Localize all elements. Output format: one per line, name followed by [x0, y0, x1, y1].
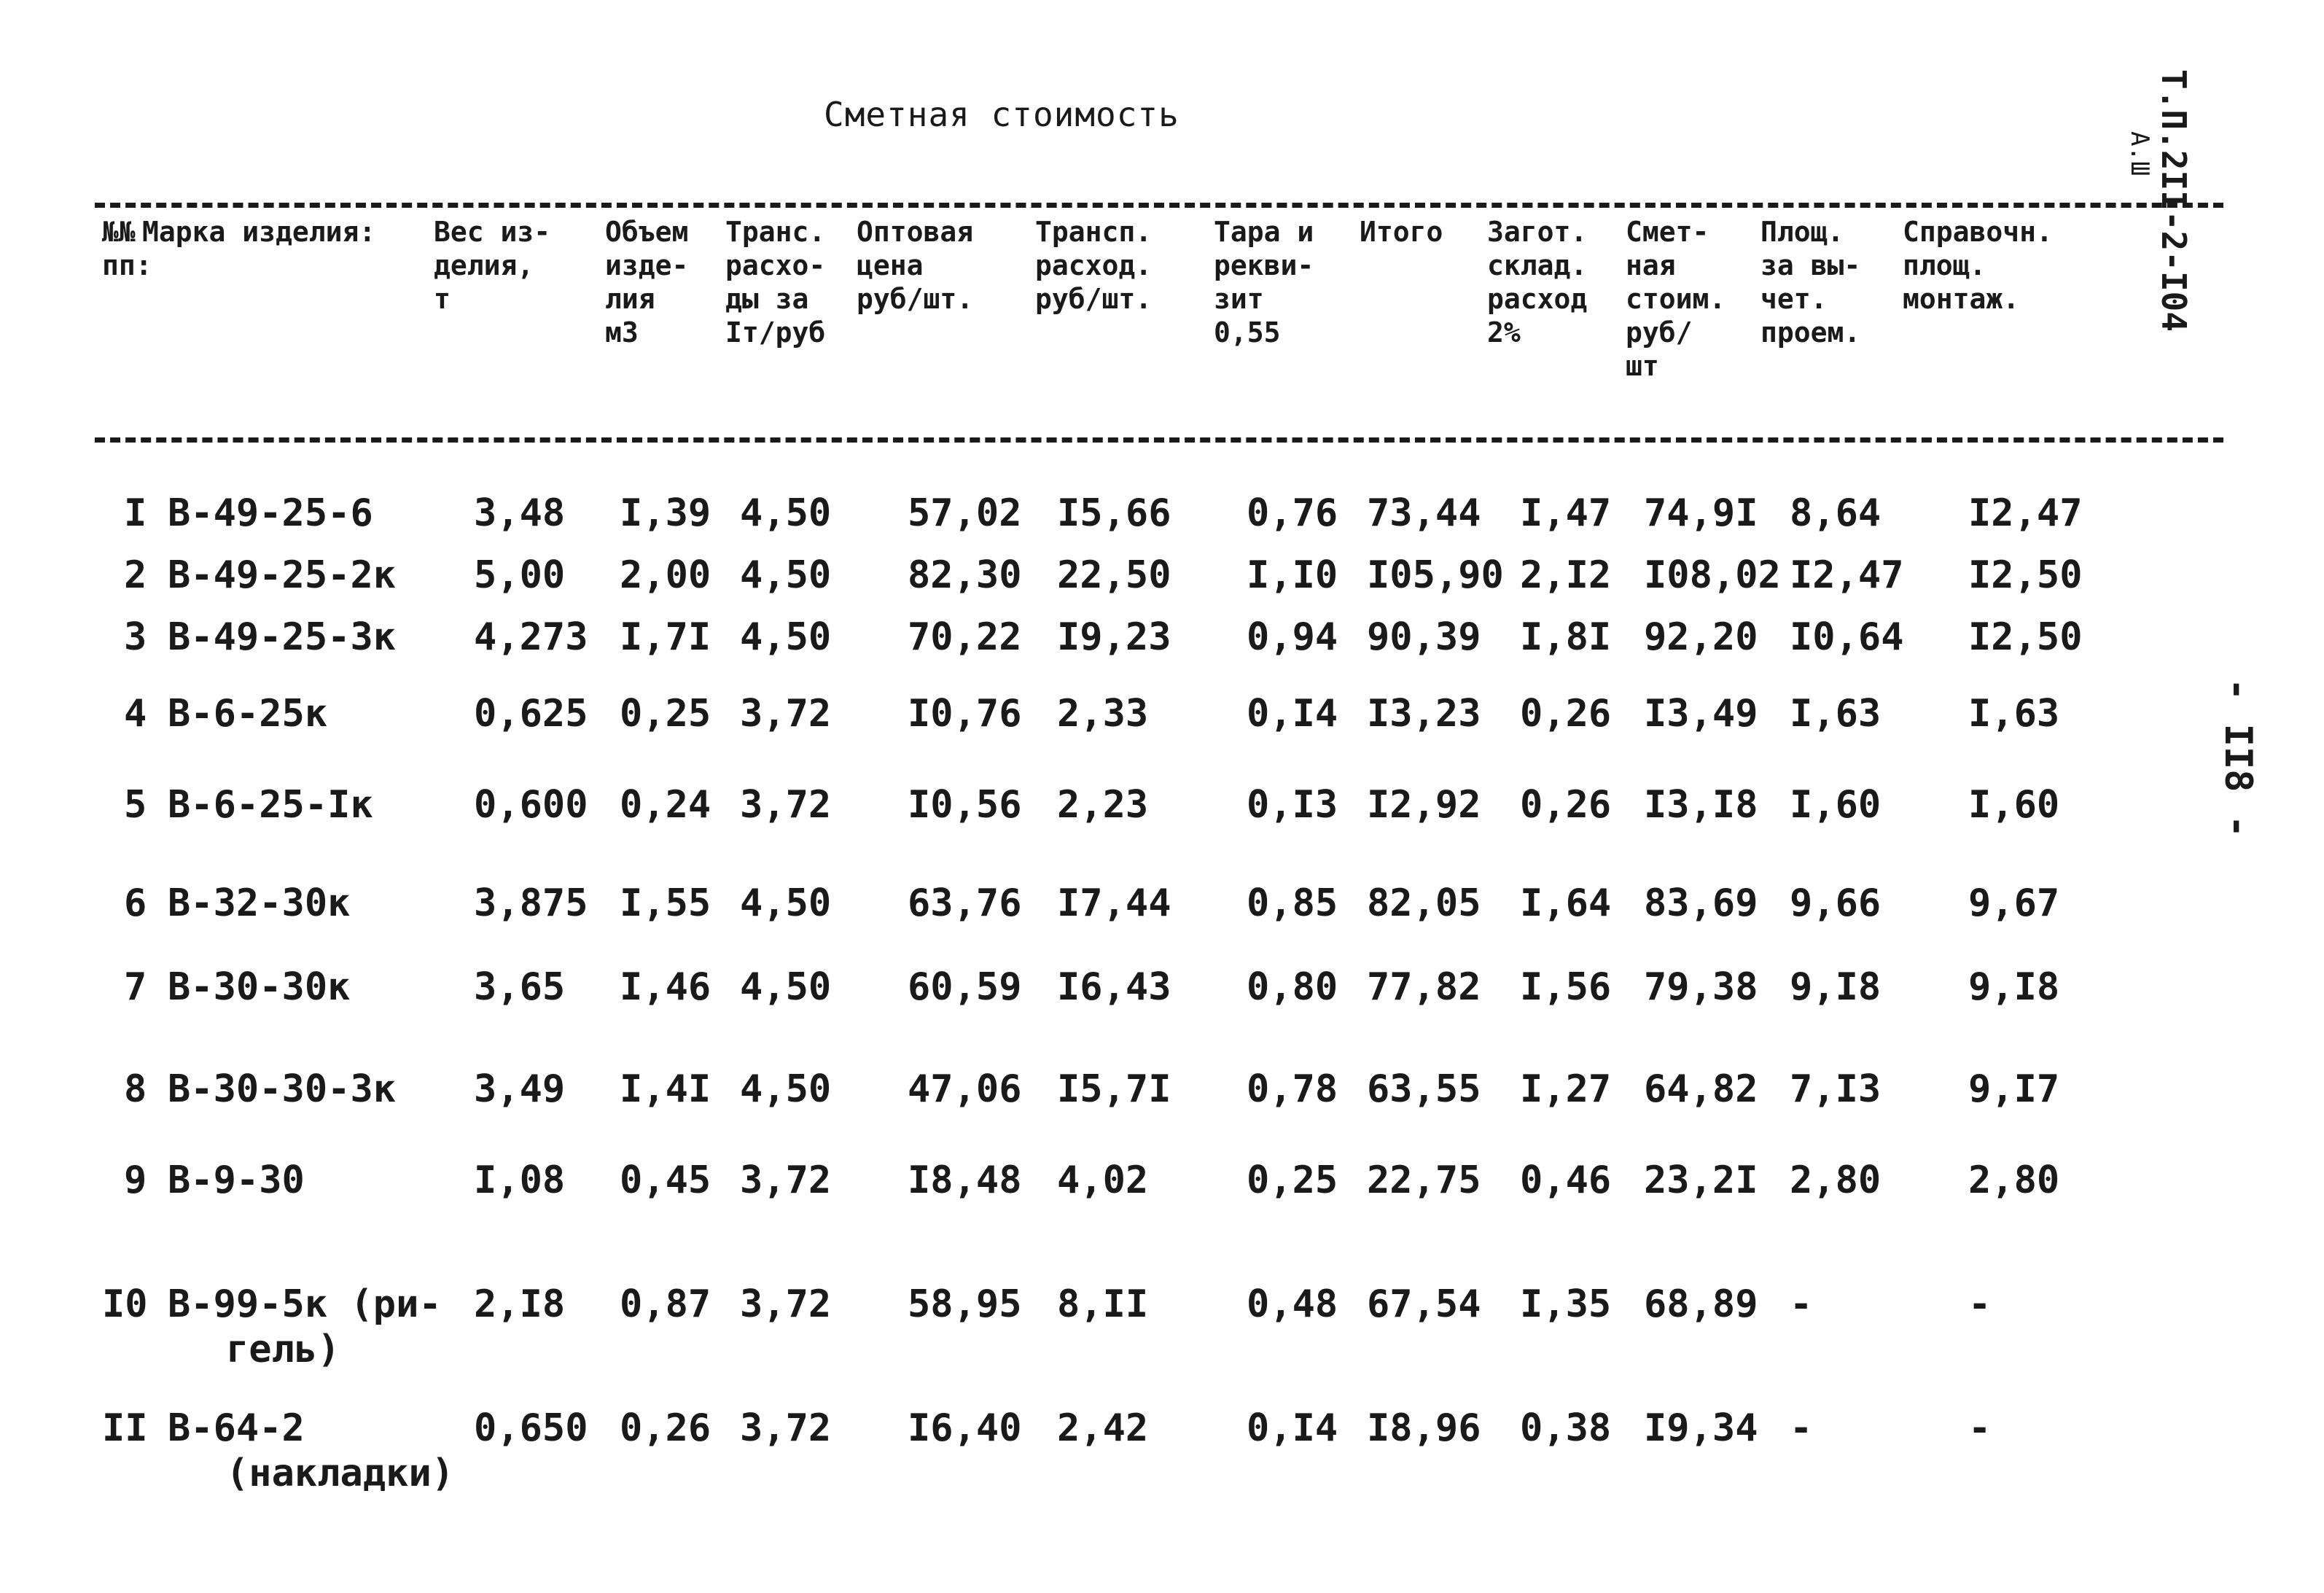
header-line: изде-	[605, 249, 689, 281]
cell-tara: 0,85	[1247, 881, 1338, 925]
cell-num: 9	[124, 1158, 147, 1202]
cell-area-ref: 2,80	[1968, 1158, 2060, 1202]
cell-total: 63,55	[1367, 1067, 1481, 1111]
header-col-6	[1035, 215, 1152, 316]
cell-volume: 0,25	[620, 692, 711, 736]
cell-area-ref: I2,47	[1968, 491, 2083, 535]
header-line: пп:	[102, 249, 152, 281]
header-line: Трансп.	[1035, 216, 1153, 248]
cell-trans-rate: 4,50	[740, 881, 832, 925]
cell-weight: 5,00	[474, 553, 566, 597]
header-line: Справочн.	[1903, 216, 2053, 248]
header-line: руб/шт.	[1035, 283, 1153, 315]
cell-tara: 0,I3	[1247, 783, 1338, 827]
cell-estimate: 23,2I	[1644, 1158, 1758, 1202]
cell-area-ded: 2,80	[1790, 1158, 1882, 1202]
header-line: проем.	[1760, 316, 1861, 348]
cell-area-ref: 9,I7	[1968, 1067, 2060, 1111]
cell-total: 73,44	[1367, 491, 1481, 535]
cell-wholesale: I0,76	[908, 692, 1022, 736]
header-line: стоим.	[1626, 283, 1726, 315]
document-subcode: А.Ш	[2125, 131, 2154, 176]
header-line: Оптовая	[857, 216, 974, 248]
cell-tara: 0,78	[1247, 1067, 1338, 1111]
cell-total: 90,39	[1367, 615, 1481, 659]
header-line: Марка изделия:	[142, 216, 376, 248]
cell-mark: В-32-30к	[168, 881, 351, 925]
cell-volume: 0,87	[620, 1282, 711, 1326]
cell-weight: 0,650	[474, 1406, 588, 1450]
header-bottom-rule	[95, 437, 2223, 443]
cell-mark: В-64-2	[168, 1406, 305, 1450]
cell-estimate: I3,49	[1644, 692, 1758, 736]
cell-storage: I,56	[1520, 965, 1612, 1009]
cell-wholesale: 47,06	[908, 1067, 1022, 1111]
cell-mark-continuation: гель)	[226, 1328, 340, 1371]
header-col-1	[142, 215, 375, 249]
cell-area-ded: 8,64	[1790, 491, 1882, 535]
cell-area-ded: 9,66	[1790, 881, 1882, 925]
cell-weight: 3,875	[474, 881, 588, 925]
document-code: Т.П.2II-2-I04	[2154, 69, 2194, 332]
cell-volume: 0,26	[620, 1406, 711, 1450]
cell-tara: 0,76	[1247, 491, 1338, 535]
cell-area-ref: -	[1968, 1282, 1992, 1326]
header-line: т	[434, 283, 451, 315]
cell-trans-cost: I6,43	[1057, 965, 1171, 1009]
header-line: расхо-	[725, 249, 826, 281]
cell-trans-rate: 3,72	[740, 1406, 832, 1450]
cell-estimate: 74,9I	[1644, 491, 1758, 535]
header-col-11	[1760, 215, 1860, 349]
cell-estimate: I9,34	[1644, 1406, 1758, 1450]
header-line: склад.	[1487, 249, 1588, 281]
cell-total: I05,90	[1367, 553, 1504, 597]
cell-area-ref: I,63	[1968, 692, 2060, 736]
cell-area-ref: 9,67	[1968, 881, 2060, 925]
cell-trans-rate: 4,50	[740, 1067, 832, 1111]
cell-wholesale: 60,59	[908, 965, 1022, 1009]
cell-volume: I,46	[620, 965, 711, 1009]
header-line: м3	[605, 316, 639, 348]
cell-mark: В-30-30-3к	[168, 1067, 397, 1111]
cell-wholesale: I0,56	[908, 783, 1022, 827]
cell-tara: 0,I4	[1247, 1406, 1338, 1450]
cell-mark: В-99-5к (ри-	[168, 1282, 442, 1326]
cell-mark: В-30-30к	[168, 965, 351, 1009]
cell-volume: I,39	[620, 491, 711, 535]
cell-storage: I,8I	[1520, 615, 1612, 659]
cell-num: 4	[124, 692, 147, 736]
cell-tara: 0,94	[1247, 615, 1338, 659]
cell-mark: В-6-25-Iк	[168, 783, 373, 827]
header-line: лия	[605, 283, 655, 315]
cell-weight: 0,600	[474, 783, 588, 827]
header-line: делия,	[434, 249, 534, 281]
cell-storage: 2,I2	[1520, 553, 1612, 597]
cell-weight: 3,48	[474, 491, 566, 535]
header-line: шт	[1626, 350, 1659, 382]
header-line: цена	[857, 249, 924, 281]
header-col-10	[1626, 215, 1726, 383]
cell-trans-cost: I9,23	[1057, 615, 1171, 659]
cell-trans-rate: 3,72	[740, 692, 832, 736]
cell-area-ref: I,60	[1968, 783, 2060, 827]
header-line: Загот.	[1487, 216, 1588, 248]
header-line: чет.	[1760, 283, 1828, 315]
cell-trans-rate: 4,50	[740, 553, 832, 597]
cell-total: I8,96	[1367, 1406, 1481, 1450]
header-line: Итого	[1360, 216, 1443, 248]
cell-trans-cost: 22,50	[1057, 553, 1171, 597]
cell-storage: I,64	[1520, 881, 1612, 925]
header-col-12	[1903, 215, 2053, 316]
cell-weight: I,08	[474, 1158, 566, 1202]
cell-wholesale: 70,22	[908, 615, 1022, 659]
header-line: Тара и	[1214, 216, 1314, 248]
cell-mark: В-49-25-2к	[168, 553, 397, 597]
cell-storage: I,27	[1520, 1067, 1612, 1111]
header-line: Смет-	[1626, 216, 1709, 248]
cell-estimate: I08,02	[1644, 553, 1781, 597]
cell-tara: 0,I4	[1247, 692, 1338, 736]
cell-trans-rate: 4,50	[740, 965, 832, 1009]
cell-num: 8	[124, 1067, 147, 1111]
cell-num: 3	[124, 615, 147, 659]
cell-tara: 0,25	[1247, 1158, 1338, 1202]
cell-estimate: I3,I8	[1644, 783, 1758, 827]
cell-weight: 0,625	[474, 692, 588, 736]
header-line: рекви-	[1214, 249, 1314, 281]
page-title: Сметная стоимость	[824, 95, 1179, 134]
cell-area-ded: I0,64	[1790, 615, 1904, 659]
cell-trans-rate: 3,72	[740, 1282, 832, 1326]
header-top-rule	[95, 203, 2223, 208]
cell-trans-cost: I5,66	[1057, 491, 1171, 535]
header-col-9	[1487, 215, 1587, 349]
cell-storage: I,47	[1520, 491, 1612, 535]
cell-num: 5	[124, 783, 147, 827]
cell-estimate: 64,82	[1644, 1067, 1758, 1111]
cell-storage: 0,46	[1520, 1158, 1612, 1202]
cell-area-ref: 9,I8	[1968, 965, 2060, 1009]
cell-tara: 0,80	[1247, 965, 1338, 1009]
cell-num: II	[102, 1406, 148, 1450]
cell-area-ded: I,60	[1790, 783, 1882, 827]
cell-trans-cost: 2,42	[1057, 1406, 1149, 1450]
cell-trans-cost: 2,23	[1057, 783, 1149, 827]
header-line: №№	[102, 216, 136, 248]
cell-weight: 4,273	[474, 615, 588, 659]
cell-trans-cost: 4,02	[1057, 1158, 1149, 1202]
header-col-8	[1360, 215, 1443, 249]
header-line: Площ.	[1760, 216, 1844, 248]
header-line: за вы-	[1760, 249, 1861, 281]
cell-total: 77,82	[1367, 965, 1481, 1009]
cell-num: 2	[124, 553, 147, 597]
cell-area-ded: -	[1790, 1282, 1813, 1326]
cell-storage: 0,26	[1520, 692, 1612, 736]
cell-storage: 0,38	[1520, 1406, 1612, 1450]
cell-storage: I,35	[1520, 1282, 1612, 1326]
cell-trans-rate: 4,50	[740, 615, 832, 659]
header-col-4	[725, 215, 825, 349]
header-line: расход.	[1035, 249, 1153, 281]
cell-wholesale: 82,30	[908, 553, 1022, 597]
cell-weight: 3,49	[474, 1067, 566, 1111]
cell-weight: 3,65	[474, 965, 566, 1009]
header-line: руб/шт.	[857, 283, 974, 315]
cell-tara: I,I0	[1247, 553, 1338, 597]
cell-mark: В-6-25к	[168, 692, 328, 736]
cell-num: 7	[124, 965, 147, 1009]
cell-wholesale: 63,76	[908, 881, 1022, 925]
cell-area-ref: -	[1968, 1406, 1992, 1450]
cell-total: I2,92	[1367, 783, 1481, 827]
cell-mark-continuation: (накладки)	[226, 1452, 455, 1495]
cell-area-ref: I2,50	[1968, 553, 2083, 597]
cell-total: I3,23	[1367, 692, 1481, 736]
cell-storage: 0,26	[1520, 783, 1612, 827]
cell-area-ded: I2,47	[1790, 553, 1904, 597]
cell-total: 22,75	[1367, 1158, 1481, 1202]
header-line: Iт/руб	[725, 316, 826, 348]
header-col-5	[857, 215, 973, 316]
cell-wholesale: I6,40	[908, 1406, 1022, 1450]
cell-mark: В-49-25-3к	[168, 615, 397, 659]
header-line: Объем	[605, 216, 689, 248]
header-line: ды за	[725, 283, 809, 315]
cell-volume: I,7I	[620, 615, 711, 659]
cell-estimate: 83,69	[1644, 881, 1758, 925]
cell-volume: 2,00	[620, 553, 711, 597]
header-line: монтаж.	[1903, 283, 2020, 315]
cell-num: 6	[124, 881, 147, 925]
cell-mark: В-49-25-6	[168, 491, 373, 535]
header-line: площ.	[1903, 249, 1986, 281]
header-line: 2%	[1487, 316, 1521, 348]
cell-weight: 2,I8	[474, 1282, 566, 1326]
cell-area-ded: 7,I3	[1790, 1067, 1882, 1111]
header-line: ная	[1626, 249, 1676, 281]
cell-trans-rate: 3,72	[740, 1158, 832, 1202]
cell-volume: 0,45	[620, 1158, 711, 1202]
cell-wholesale: 58,95	[908, 1282, 1022, 1326]
cell-trans-rate: 3,72	[740, 783, 832, 827]
header-line: расход	[1487, 283, 1588, 315]
cell-volume: 0,24	[620, 783, 711, 827]
cell-trans-rate: 4,50	[740, 491, 832, 535]
cell-estimate: 68,89	[1644, 1282, 1758, 1326]
cell-area-ref: I2,50	[1968, 615, 2083, 659]
cell-trans-cost: 8,II	[1057, 1282, 1149, 1326]
cell-trans-cost: I7,44	[1057, 881, 1171, 925]
cell-trans-cost: 2,33	[1057, 692, 1149, 736]
header-col-3	[605, 215, 688, 349]
header-line: руб/	[1626, 316, 1693, 348]
header-col-2	[434, 215, 550, 316]
header-line: 0,55	[1214, 316, 1281, 348]
cell-estimate: 92,20	[1644, 615, 1758, 659]
cell-estimate: 79,38	[1644, 965, 1758, 1009]
cell-mark: В-9-30	[168, 1158, 305, 1202]
cell-area-ded: I,63	[1790, 692, 1882, 736]
cell-num: I	[124, 491, 147, 535]
header-line: зит	[1214, 283, 1264, 315]
cell-area-ded: -	[1790, 1406, 1813, 1450]
header-line: Вес из-	[434, 216, 551, 248]
cell-volume: I,4I	[620, 1067, 711, 1111]
cell-total: 67,54	[1367, 1282, 1481, 1326]
cell-wholesale: I8,48	[908, 1158, 1022, 1202]
header-line: Транс.	[725, 216, 826, 248]
cell-trans-cost: I5,7I	[1057, 1067, 1171, 1111]
cell-total: 82,05	[1367, 881, 1481, 925]
header-col-7	[1214, 215, 1314, 349]
cell-volume: I,55	[620, 881, 711, 925]
cell-num: I0	[102, 1282, 148, 1326]
cell-tara: 0,48	[1247, 1282, 1338, 1326]
page-number: - II8 -	[2216, 678, 2260, 838]
cell-area-ded: 9,I8	[1790, 965, 1882, 1009]
cell-wholesale: 57,02	[908, 491, 1022, 535]
